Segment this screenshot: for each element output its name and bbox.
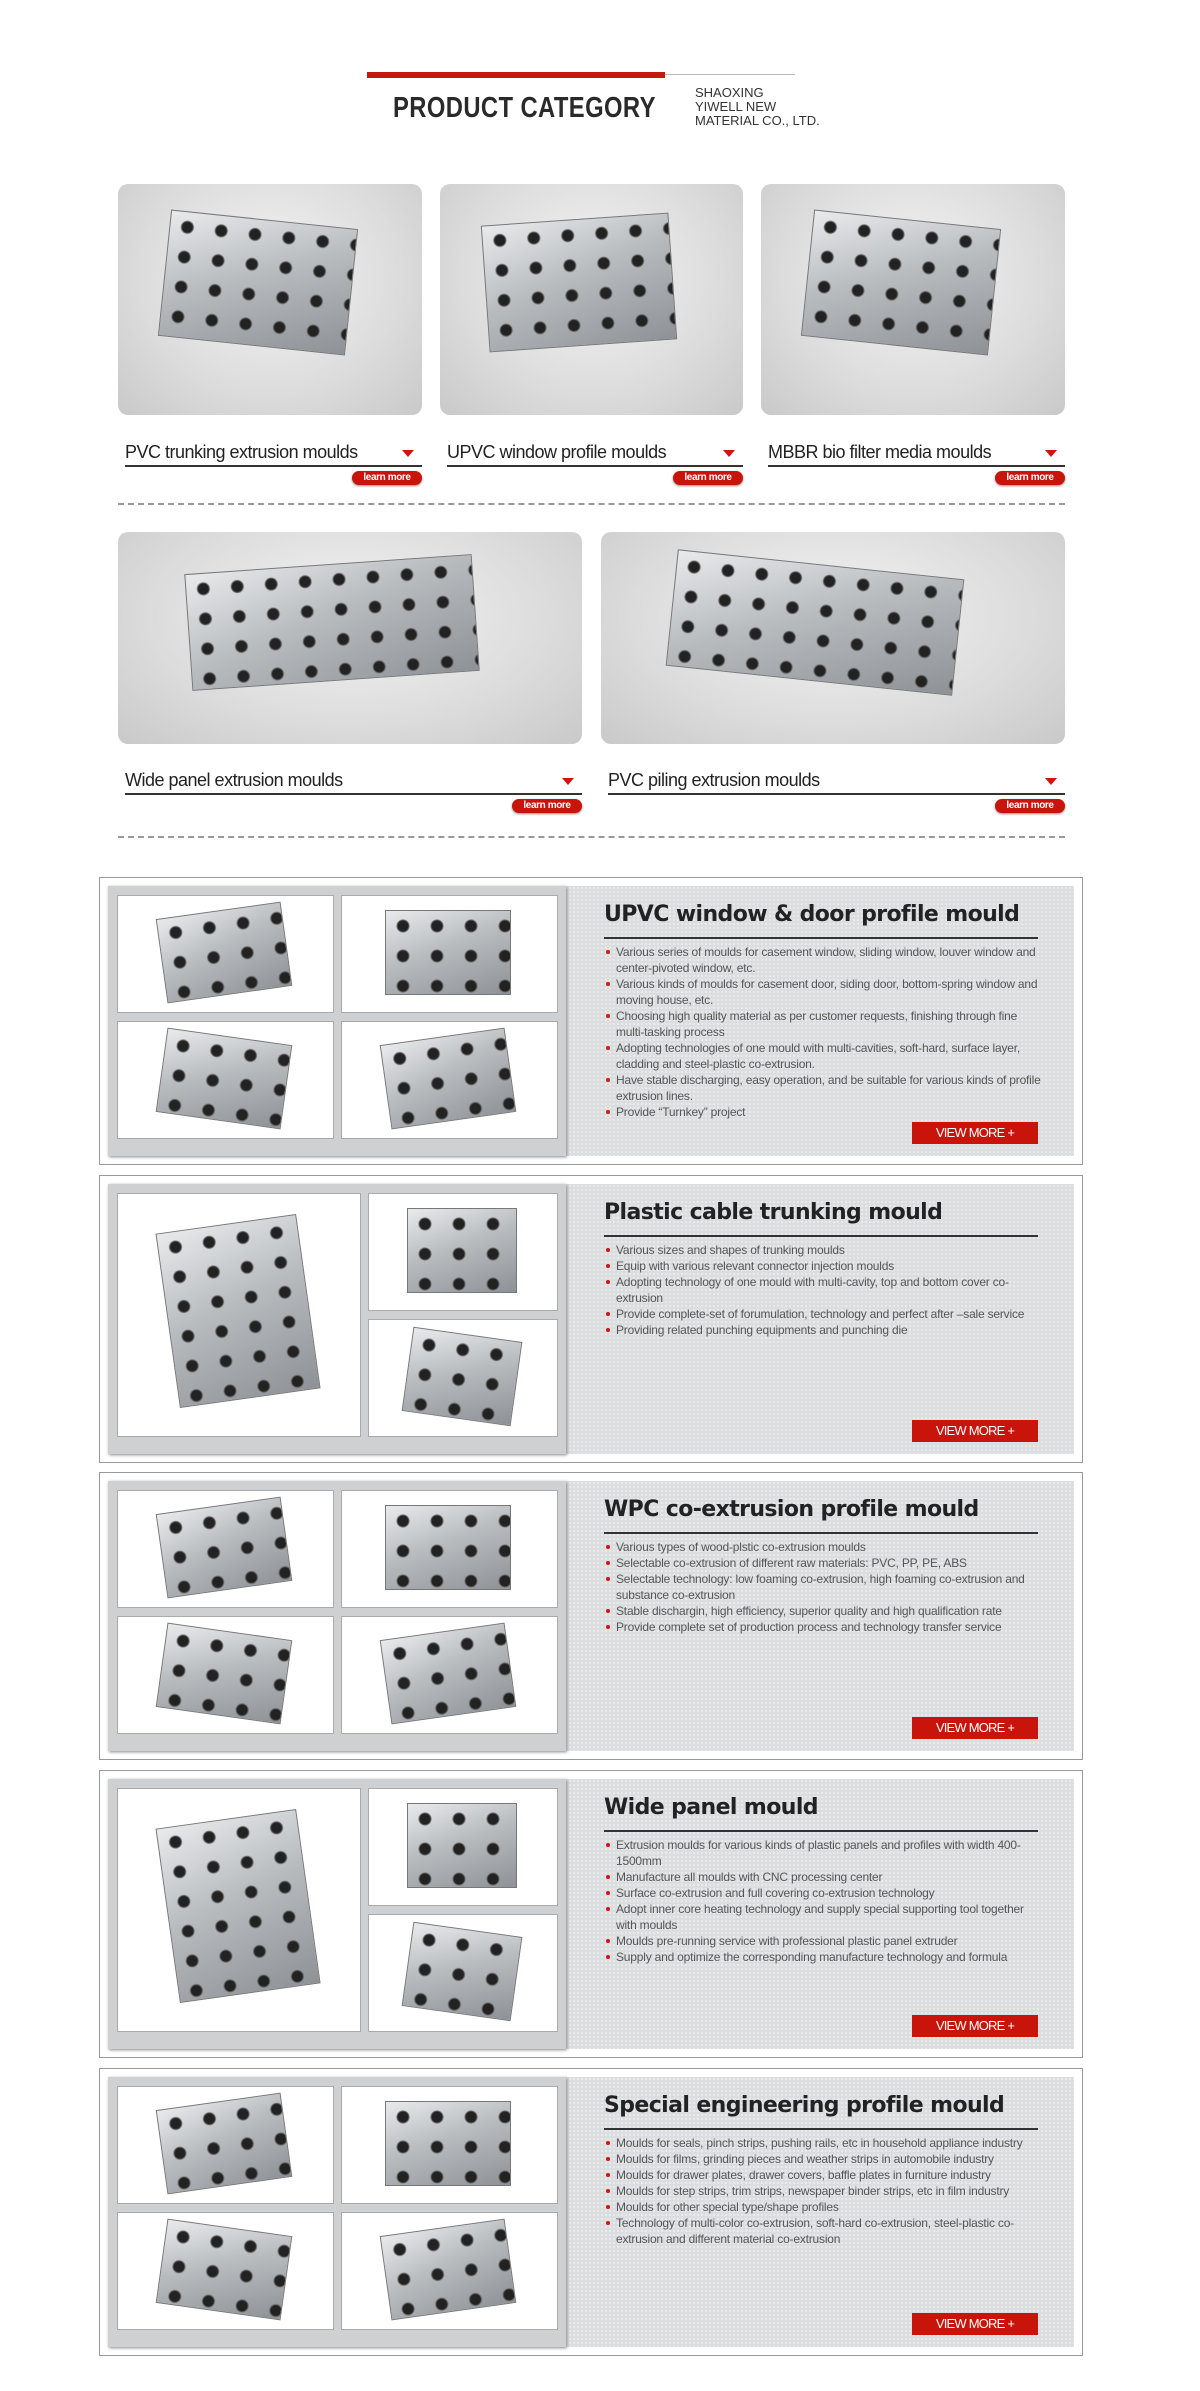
- feature-item: Have stable discharging, easy operation, and be suitable for various kinds of profile extrusion lines.: [604, 1072, 1044, 1104]
- title-underline: [604, 1235, 1038, 1237]
- dropdown-triangle-icon[interactable]: [562, 778, 574, 785]
- section-panel: [108, 1184, 1074, 1454]
- product-thumbnail[interactable]: [117, 1616, 334, 1734]
- category-caption[interactable]: [608, 770, 1065, 795]
- title-underline: [604, 2128, 1038, 2130]
- product-thumbnail[interactable]: [341, 1616, 558, 1734]
- product-thumbnail[interactable]: [117, 895, 334, 1013]
- mould-block-image: [156, 1623, 292, 1725]
- category-image[interactable]: [118, 532, 582, 744]
- feature-item: Various types of wood-plstic co-extrusion moulds: [604, 1539, 1044, 1555]
- mould-block-image: [402, 1922, 523, 2021]
- product-thumbnail[interactable]: [117, 1193, 361, 1437]
- category-caption-text: UPVC window profile moulds: [447, 442, 667, 462]
- company-line: SHAOXING: [695, 85, 764, 100]
- feature-item: Moulds for films, grinding pieces and weather strips in automobile industry: [604, 2151, 1044, 2167]
- feature-item: Providing related punching equipments and punching die: [604, 1322, 1044, 1338]
- mould-block-image: [407, 1803, 517, 1888]
- category-caption[interactable]: [125, 770, 582, 795]
- view-more-button[interactable]: VIEW MORE +: [912, 2015, 1038, 2037]
- product-thumbnail[interactable]: [368, 1319, 558, 1437]
- page-title: PRODUCT CATEGORY: [393, 92, 656, 124]
- mould-block-image: [800, 209, 1001, 355]
- feature-item: Provide “Turnkey” project: [604, 1104, 1044, 1120]
- mould-block-image: [156, 2219, 292, 2321]
- product-thumbnail[interactable]: [368, 1193, 558, 1311]
- mould-block-image: [407, 1208, 517, 1293]
- section-panel: [108, 886, 1074, 1156]
- mould-block-image: [156, 1497, 292, 1599]
- photo-gallery: [108, 1481, 566, 1751]
- feature-item: Moulds for drawer plates, drawer covers, baffle plates in furniture industry: [604, 2167, 1044, 2183]
- mould-block-image: [481, 212, 677, 352]
- mould-block-image: [402, 1327, 523, 1426]
- feature-item: Supply and optimize the corresponding manufacture technology and formula: [604, 1949, 1044, 1965]
- category-caption[interactable]: [125, 442, 422, 467]
- feature-item: Various kinds of moulds for casement door, siding door, bottom-spring window and moving house, etc.: [604, 976, 1044, 1008]
- mould-block-image: [155, 1809, 320, 2003]
- title-underline: [604, 1532, 1038, 1534]
- product-section: [99, 1472, 1083, 1760]
- section-title: Special engineering profile mould: [604, 2093, 1005, 2118]
- product-thumbnail[interactable]: [117, 1021, 334, 1139]
- dropdown-triangle-icon[interactable]: [1045, 450, 1057, 457]
- product-section: [99, 2068, 1083, 2356]
- feature-item: Selectable technology: low foaming co-extrusion, high foaming co-extrusion and substance co-extrusion: [604, 1571, 1044, 1603]
- feature-item: Manufacture all moulds with CNC processing center: [604, 1869, 1044, 1885]
- feature-item: Surface co-extrusion and full covering co-extrusion technology: [604, 1885, 1044, 1901]
- section-panel: [108, 2077, 1074, 2347]
- feature-list: [604, 1242, 1044, 1338]
- company-line: YIWELL NEW: [695, 99, 777, 114]
- learn-more-button[interactable]: learn more: [673, 471, 743, 485]
- product-thumbnail[interactable]: [117, 2086, 334, 2204]
- feature-item: Extrusion moulds for various kinds of plastic panels and profiles with width 400-1500mm: [604, 1837, 1044, 1869]
- category-caption-text: MBBR bio filter media moulds: [768, 442, 992, 462]
- title-underline: [604, 1830, 1038, 1832]
- photo-gallery: [108, 2077, 566, 2347]
- feature-item: Various sizes and shapes of trunking moulds: [604, 1242, 1044, 1258]
- product-thumbnail[interactable]: [368, 1788, 558, 1906]
- product-thumbnail[interactable]: [117, 1490, 334, 1608]
- category-caption-text: PVC piling extrusion moulds: [608, 770, 820, 790]
- photo-gallery: [108, 1779, 566, 2049]
- mould-block-image: [156, 902, 292, 1004]
- feature-item: Provide complete-set of forumulation, technology and perfect after –sale service: [604, 1306, 1044, 1322]
- product-section: [99, 1770, 1083, 2058]
- feature-list: [604, 1539, 1044, 1635]
- mould-block-image: [157, 209, 358, 355]
- feature-item: Various series of moulds for casement window, sliding window, louver window and center-pivoted window, etc.: [604, 944, 1044, 976]
- dashed-divider: [118, 836, 1065, 838]
- product-thumbnail[interactable]: [341, 1021, 558, 1139]
- feature-list: [604, 944, 1044, 1120]
- header-gray-rule: [665, 74, 795, 75]
- view-more-button[interactable]: VIEW MORE +: [912, 1122, 1038, 1144]
- mould-block-image: [380, 1623, 516, 1725]
- feature-list: [604, 2135, 1044, 2247]
- product-section: [99, 877, 1083, 1165]
- feature-item: Provide complete set of production process and technology transfer service: [604, 1619, 1044, 1635]
- product-thumbnail[interactable]: [341, 895, 558, 1013]
- dashed-divider: [118, 503, 1065, 505]
- feature-item: Moulds for other special type/shape profiles: [604, 2199, 1044, 2215]
- category-caption-text: PVC trunking extrusion moulds: [125, 442, 358, 462]
- header-red-rule: [367, 72, 665, 78]
- category-image[interactable]: [761, 184, 1065, 415]
- section-title: Plastic cable trunking mould: [604, 1200, 943, 1225]
- product-section: [99, 1175, 1083, 1463]
- dropdown-triangle-icon[interactable]: [1045, 778, 1057, 785]
- category-image[interactable]: [440, 184, 743, 415]
- feature-item: Moulds for step strips, trim strips, newspaper binder strips, etc in film industry: [604, 2183, 1044, 2199]
- mould-block-image: [184, 554, 479, 690]
- feature-item: Stable dischargin, high efficiency, superior quality and high qualification rate: [604, 1603, 1044, 1619]
- feature-item: Equip with various relevant connector injection moulds: [604, 1258, 1044, 1274]
- learn-more-button[interactable]: learn more: [352, 471, 422, 485]
- product-thumbnail[interactable]: [341, 1490, 558, 1608]
- mould-block-image: [385, 2101, 511, 2186]
- mould-block-image: [380, 2219, 516, 2321]
- product-thumbnail[interactable]: [341, 2212, 558, 2330]
- photo-gallery: [108, 1184, 566, 1454]
- product-thumbnail[interactable]: [341, 2086, 558, 2204]
- company-name: [695, 86, 835, 128]
- feature-item: Moulds pre-running service with professional plastic panel extruder: [604, 1933, 1044, 1949]
- dropdown-triangle-icon[interactable]: [402, 450, 414, 457]
- category-caption[interactable]: [768, 442, 1065, 467]
- learn-more-button[interactable]: learn more: [512, 799, 582, 813]
- company-line: MATERIAL CO., LTD.: [695, 113, 820, 128]
- section-panel: [108, 1779, 1074, 2049]
- section-title: Wide panel mould: [604, 1795, 818, 1820]
- view-more-button[interactable]: VIEW MORE +: [912, 1717, 1038, 1739]
- feature-item: Adopt inner core heating technology and supply special supporting tool together with moulds: [604, 1901, 1044, 1933]
- feature-item: Moulds for seals, pinch strips, pushing rails, etc in household appliance industry: [604, 2135, 1044, 2151]
- mould-block-image: [380, 1028, 516, 1130]
- title-underline: [604, 937, 1038, 939]
- feature-item: Selectable co-extrusion of different raw materials: PVC, PP, PE, ABS: [604, 1555, 1044, 1571]
- category-caption-text: Wide panel extrusion moulds: [125, 770, 343, 790]
- feature-item: Choosing high quality material as per customer requests, finishing through fine multi-tasking process: [604, 1008, 1044, 1040]
- mould-block-image: [385, 1505, 511, 1590]
- feature-list: [604, 1837, 1044, 1965]
- photo-gallery: [108, 886, 566, 1156]
- learn-more-button[interactable]: learn more: [995, 471, 1065, 485]
- section-panel: [108, 1481, 1074, 1751]
- feature-item: Adopting technology of one mould with multi-cavity, top and bottom cover co-extrusion: [604, 1274, 1044, 1306]
- mould-block-image: [385, 910, 511, 995]
- category-image[interactable]: [118, 184, 422, 415]
- mould-block-image: [155, 1214, 320, 1408]
- section-title: UPVC window & door profile mould: [604, 902, 1020, 927]
- learn-more-button[interactable]: learn more: [995, 799, 1065, 813]
- product-thumbnail[interactable]: [368, 1914, 558, 2032]
- mould-block-image: [156, 1028, 292, 1130]
- product-thumbnail[interactable]: [117, 2212, 334, 2330]
- section-title: WPC co-extrusion profile mould: [604, 1497, 979, 1522]
- mould-block-image: [156, 2093, 292, 2195]
- feature-item: Adopting technologies of one mould with multi-cavities, soft-hard, surface layer, cladding and steel-plastic co-extrusion.: [604, 1040, 1044, 1072]
- mould-block-image: [665, 549, 963, 695]
- view-more-button[interactable]: VIEW MORE +: [912, 1420, 1038, 1442]
- product-thumbnail[interactable]: [117, 1788, 361, 2032]
- category-image[interactable]: [601, 532, 1065, 744]
- dropdown-triangle-icon[interactable]: [723, 450, 735, 457]
- category-caption[interactable]: [447, 442, 743, 467]
- feature-item: Technology of multi-color co-extrusion, soft-hard co-extrusion, steel-plastic co-extrusion and different material co-extrusion: [604, 2215, 1044, 2247]
- view-more-button[interactable]: VIEW MORE +: [912, 2313, 1038, 2335]
